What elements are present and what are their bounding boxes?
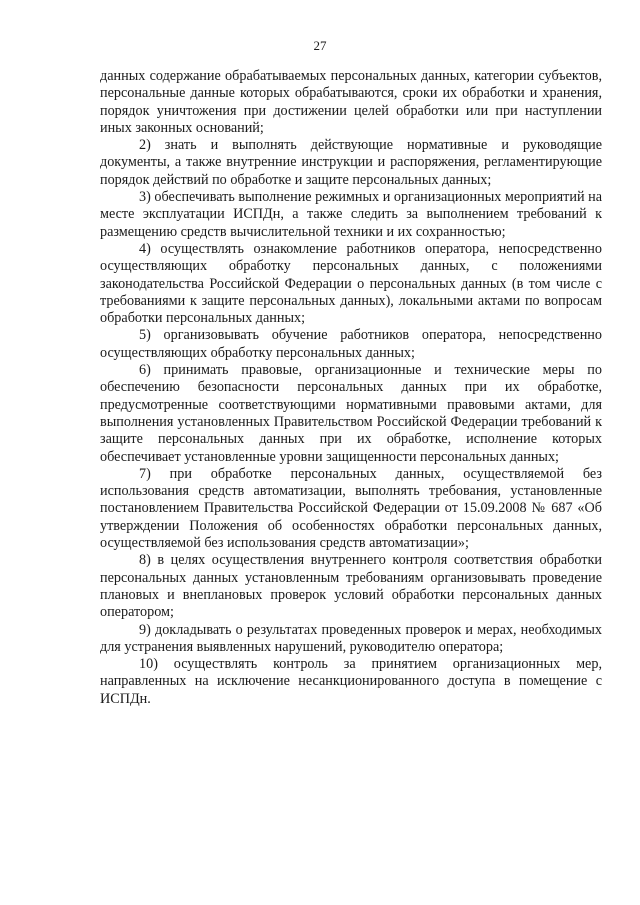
document-body [100, 68, 602, 708]
paragraph-item-3: 3) обеспечивать выполнение режимных и организационных мероприятий на месте эксплуатации ИСПДн, а также следить за выполнением требований к размещению средств вычислительной техники и их сохранностью; [100, 189, 602, 240]
paragraph-item-9: 9) докладывать о результатах проведенных проверок и мерах, необходимых для устранения выявленных нарушений, руководителю оператора; [100, 621, 602, 655]
paragraph-continuation: данных содержание обрабатываемых персональных данных, категории субъектов, персональные данные которых обрабатываются, сроки их обработки и хранения, порядок уничтожения при достижении целей обработки или при наступлении иных законных оснований; [100, 68, 602, 136]
paragraph-item-4: 4) осуществлять ознакомление работников оператора, непосредственно осуществляющих обработку персональных данных, с положениями законодательства Российской Федерации о персональных данных (в том числе с требованиями к защите персональных данных), локальными актами по вопросам обработки персональных данных; [100, 240, 602, 327]
page-number: 27 [313, 38, 327, 53]
paragraph-item-6: 6) принимать правовые, организационные и технические меры по обеспечению безопасности персональных данных при их обработке, предусмотренные соответствующими нормативными правовыми актами, для выполнения установленных Правительством Российской Федерации требований к защите персональных данных при их обработке, исполнение которых обеспечивает установленные уровни защищенности персональных данных; [100, 362, 602, 465]
paragraph-item-7: 7) при обработке персональных данных, осуществляемой без использования средств автоматизации, выполнять требования, установленные постановлением Правительства Российской Федерации от 15.09.2008 № 687 «Об утверждении Положения об особенностях обработки персональных данных, осуществляемой без использования средств автоматизации»; [100, 465, 602, 552]
paragraph-item-8: 8) в целях осуществления внутреннего контроля соответствия обработки персональных данных установленным требованиям организовывать проведение плановых и внеплановых проверок условий обработки персональных данных оператором; [100, 552, 602, 621]
paragraph-item-10: 10) осуществлять контроль за принятием организационных мер, направленных на исключение несанкционированного доступа в помещение с ИСПДн. [100, 656, 602, 707]
paragraph-item-5: 5) организовывать обучение работников оператора, непосредственно осуществляющих обработку персональных данных; [100, 327, 602, 361]
paragraph-item-2: 2) знать и выполнять действующие нормативные и руководящие документы, а также внутренние инструкции и распоряжения, регламентирующие порядок действий по обработке и защите персональных данных; [100, 137, 602, 188]
